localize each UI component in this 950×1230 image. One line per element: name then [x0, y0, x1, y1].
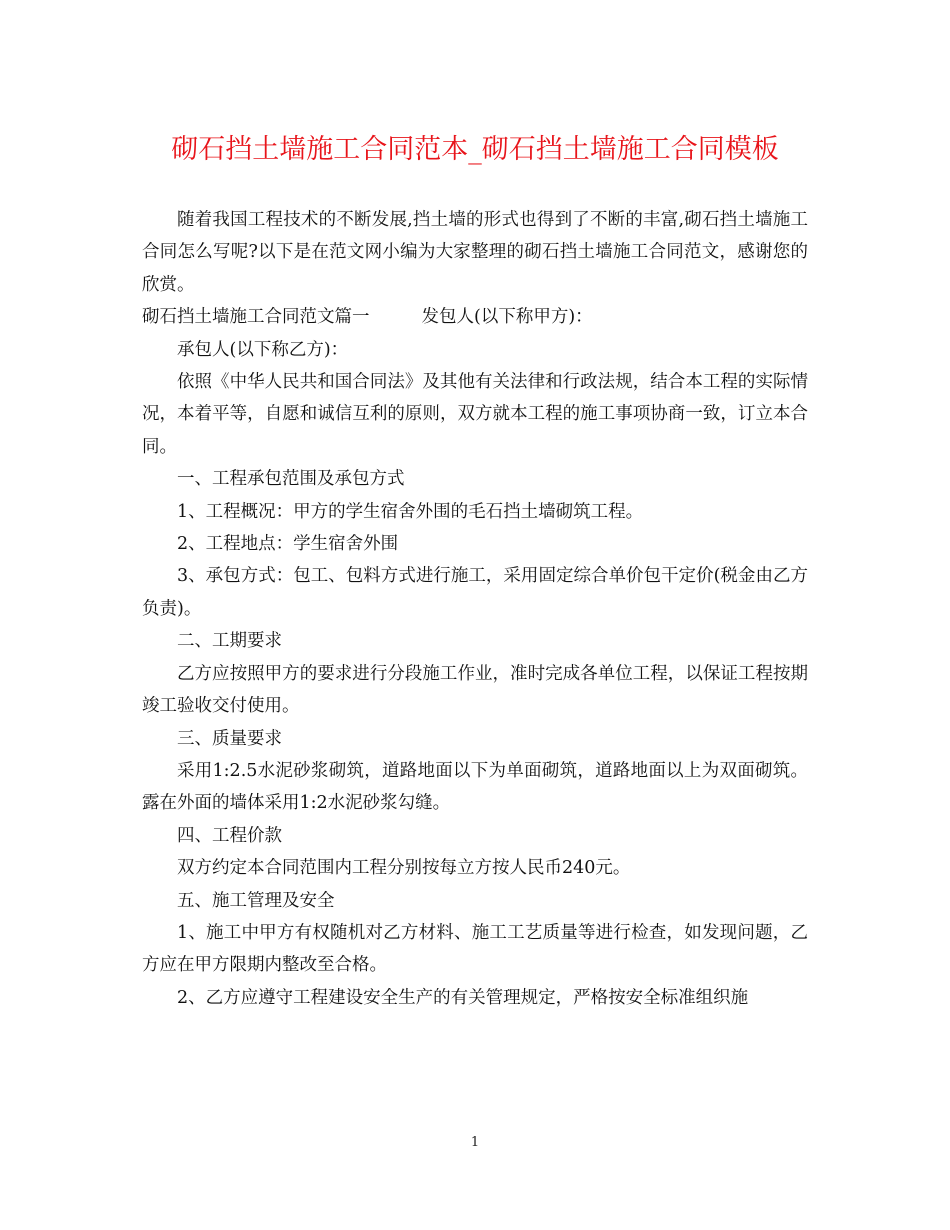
section-4-title: 四、工程价款: [177, 825, 282, 846]
page-number: 1: [470, 1135, 480, 1150]
section-1-item-3: 3、承包方式：包工、包料方式进行施工，采用固定综合单价包干定价(税金由乙方负责)。: [142, 566, 808, 619]
party-b-label: 承包人(以下称乙方)：: [177, 339, 349, 360]
section-3-title: 三、质量要求: [177, 728, 282, 749]
section-5-title: 五、施工管理及安全: [177, 890, 335, 911]
section-5-item-1: 1、施工中甲方有权随机对乙方材料、施工工艺质量等进行检查，如发现问题，乙方应在甲方限期内整改至合格。: [142, 922, 808, 976]
party-a-label: 发包人(以下称甲方)：: [421, 307, 593, 328]
document-title: 砌石挡土墙施工合同范本_砌石挡土墙施工合同模板: [171, 134, 779, 165]
section-5-item-2: 2、乙方应遵守工程建设安全生产的有关管理规定，严格按安全标准组织施: [177, 987, 749, 1008]
section-heading: 砌石挡土墙施工合同范文篇一: [142, 307, 370, 328]
section-heading-line: [142, 301, 808, 333]
section-2-text: 乙方应按照甲方的要求进行分段施工作业，准时完成各单位工程，以保证工程按期竣工验收交付使用。: [142, 663, 808, 717]
basis-paragraph: 依照《中华人民共和国合同法》及其他有关法律和行政法规，结合本工程的实际情况，本着平等，自愿和诚信互利的原则，双方就本工程的施工事项协商一致，订立本合同。: [142, 372, 808, 457]
section-4-text: 双方约定本合同范围内工程分别按每立方按人民币240元。: [177, 858, 631, 879]
section-1-item-2: 2、工程地点：学生宿舍外围: [177, 534, 399, 555]
section-1-item-1: 1、工程概况：甲方的学生宿舍外围的毛石挡土墙砌筑工程。: [177, 501, 644, 522]
section-2-title: 二、工期要求: [177, 631, 282, 652]
intro-paragraph: 随着我国工程技术的不断发展,挡土墙的形式也得到了不断的丰富,砌石挡土墙施工合同怎么写呢?以下是在范文网小编为大家整理的砌石挡土墙施工合同范文，感谢您的欣赏。: [142, 210, 808, 295]
section-1-title: 一、工程承包范围及承包方式: [177, 469, 405, 490]
section-3-text: 采用1:2.5水泥砂浆砌筑，道路地面以下为单面砌筑，道路地面以上为双面砌筑。露在外面的墙体采用1:2水泥砂浆勾缝。: [142, 760, 808, 814]
document-body: [142, 204, 808, 1014]
